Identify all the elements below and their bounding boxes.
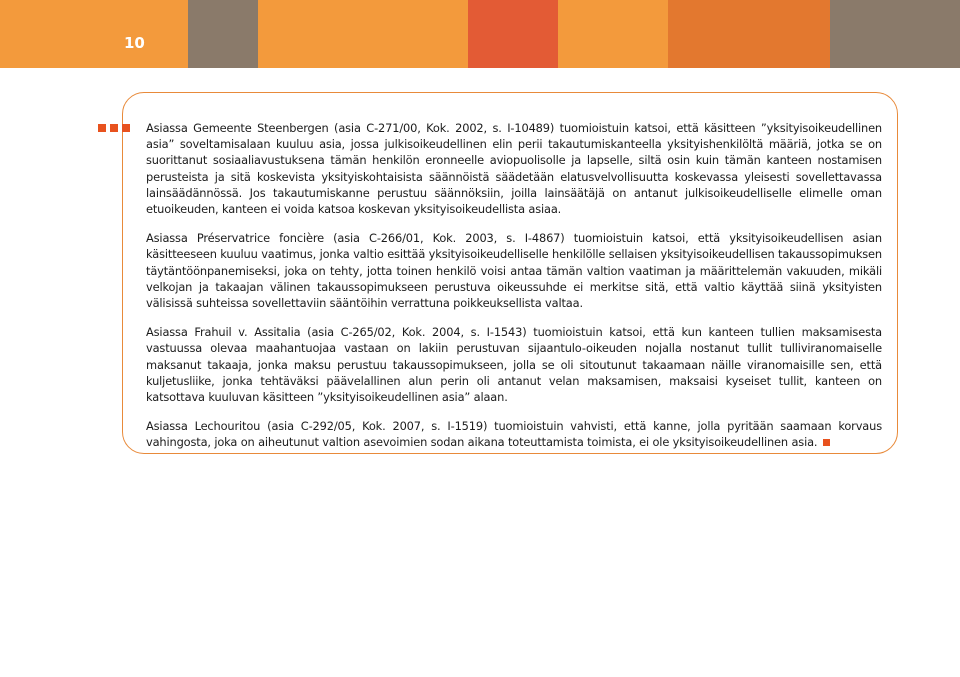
- paragraph-lechouritou: [146, 418, 882, 450]
- body-text: [146, 120, 882, 464]
- header-block: [668, 0, 830, 68]
- paragraph-lechouritou-text: Asiassa Lechouritou (asia C-292/05, Kok. 2007, s. I-1519) tuomioistuin vahvisti, että kanne, jolla pyritään saamaan korvaus vahingosta, joka on aiheutunut valtion asevoimien sodan aikana toteuttamista toimista, ei ole yksityisoikeudellinen asia.: [146, 419, 882, 450]
- header-block: [830, 0, 960, 68]
- header-block: [258, 0, 468, 68]
- header-block: [188, 0, 258, 68]
- header-block: [468, 0, 558, 68]
- paragraph-gemeente-steenbergen: Asiassa Gemeente Steenbergen (asia C-271/00, Kok. 2002, s. I-10489) tuomioistuin katsoi, että käsitteen ”yksityisoikeudellinen asia” soveltamisalaan kuuluu asia, jossa julkisoikeudellinen elin perii takautumiskanteella yksityishenkilöltä määriä, jotka se on suorittanut sosiaaliavustuksena tämän henkilön eronneelle aviopuolisolle ja lapselle, siltä osin kuin tämän kanteen nostamisen perusteista ja sitä koskevista yksityiskohtaisista säännöistä säädetään elatusvelvollisuutta koskevassa yleisesti sovellettavassa lainsäädännössä. Jos takautumiskanne perustuu säännöksiin, joilla lainsäätäjä on antanut julkisoikeudelliselle elimelle oman etuoikeuden, kanteen ei voida katsoa koskevan yksityisoikeudellista asiaa.: [146, 121, 882, 217]
- end-mark-icon: [823, 439, 830, 446]
- paragraph-frahuil-assitalia: Asiassa Frahuil v. Assitalia (asia C-265/02, Kok. 2004, s. I-1543) tuomioistuin katsoi, että kun kanteen tullien maksamisesta vastuussa olevaa maahantuojaa vastaan on lakiin perustuvan sijaantulo-oikeuden nojalla nostanut tullit tulliviranomaiselle maksanut takaaja, jonka maksu perustuu takaussopimukseen, jolla se oli sitoutunut takaamaan näille viranomaisille sen, että kuljetusliike, jonka tehtäväksi päävelallinen alun perin oli antanut velan maksamisen, maksaisi kyseiset tullit, kanteen on katsottava kuuluvan käsitteen ”yksityisoikeudellinen asia” alaan.: [146, 325, 882, 405]
- header-block: [0, 0, 118, 68]
- page-number: 10: [124, 34, 145, 52]
- paragraph-preservatrice-fonciere: Asiassa Préservatrice foncière (asia C-266/01, Kok. 2003, s. I-4867) tuomioistuin katsoi, että yksityisoikeudellisen asian käsitteeseen kuuluu vaatimus, jonka valtio esittää yksityisoikeudelliselle henkilölle sellaisen yksityisoikeudellisen takaussopimuksen täytäntöönpanemiseksi, joka on tehty, jotta toinen henkilö voisi antaa tämän valtion vaatiman ja määrittelemän vakuuden, mikäli velkojan ja takaajan välinen takaussopimukseen perustuva oikeussuhde ei merkitse sitä, että valtio käyttää siinä yksityisten välisissä suhteissa sovellettaviin sääntöihin verrattuna poikkeuksellista valtaa.: [146, 231, 882, 311]
- header-block: [558, 0, 668, 68]
- section-bullet-icon: [98, 124, 130, 132]
